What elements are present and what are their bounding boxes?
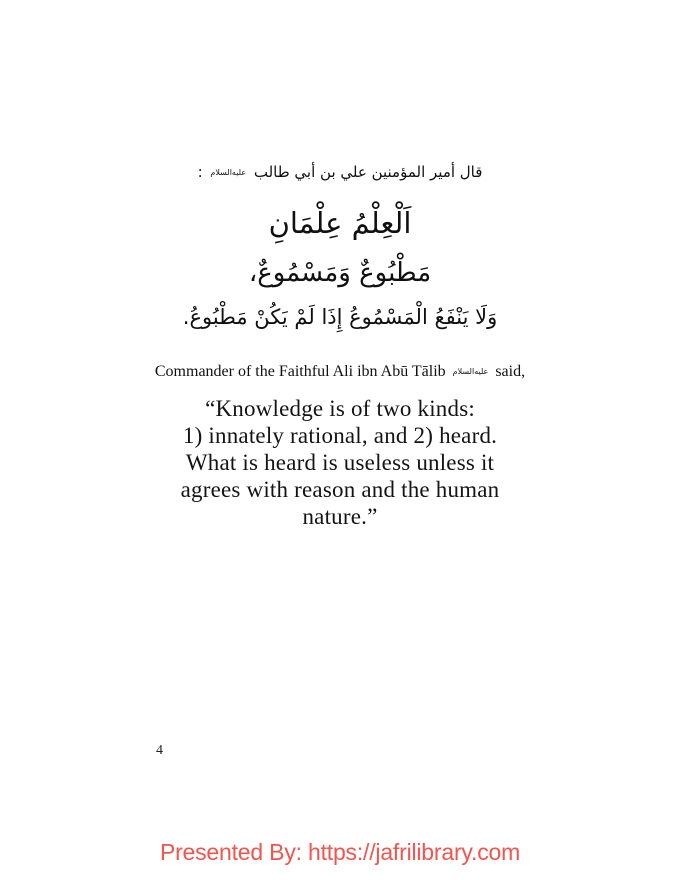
arabic-attribution-line bbox=[0, 163, 680, 181]
quote-line: 1) innately rational, and 2) heard. bbox=[182, 423, 498, 448]
arabic-attribution-colon: : bbox=[197, 163, 203, 181]
calligraphy-line-1: اَلْعِلْمُ عِلْمَانِ bbox=[268, 206, 412, 240]
quote-line: “Knowledge is of two kinds: bbox=[205, 396, 475, 421]
page-number: 4 bbox=[156, 743, 163, 758]
quote-line: nature.” bbox=[302, 504, 378, 529]
quote-line: agrees with reason and the human bbox=[180, 477, 500, 502]
english-attribution-said: said, bbox=[495, 363, 526, 380]
quote-block bbox=[0, 395, 680, 530]
presented-by-footer: Presented By: https://jafrilibrary.com bbox=[159, 839, 521, 865]
calligraphy-line-2: مَطْبُوعٌ وَمَسْمُوعٌ، bbox=[248, 258, 432, 288]
english-attribution-text: Commander of the Faithful Ali ibn Abū Tālib bbox=[154, 363, 446, 380]
alayhi-salam-honorific-icon: عليه‌السلام bbox=[210, 167, 247, 177]
quote-line: What is heard is useless unless it bbox=[185, 450, 495, 475]
alayhi-salam-honorific-icon: عليه‌السلام bbox=[452, 367, 489, 377]
english-attribution-line bbox=[0, 363, 680, 381]
calligraphy-line-3: وَلَا يَنْفَعُ الْمَسْمُوعُ إِذَا لَمْ يَكُنْ مَطْبُوعُ. bbox=[182, 305, 498, 329]
arabic-attribution-text: قال أمير المؤمنين علي بن أبي طالب bbox=[253, 163, 483, 181]
